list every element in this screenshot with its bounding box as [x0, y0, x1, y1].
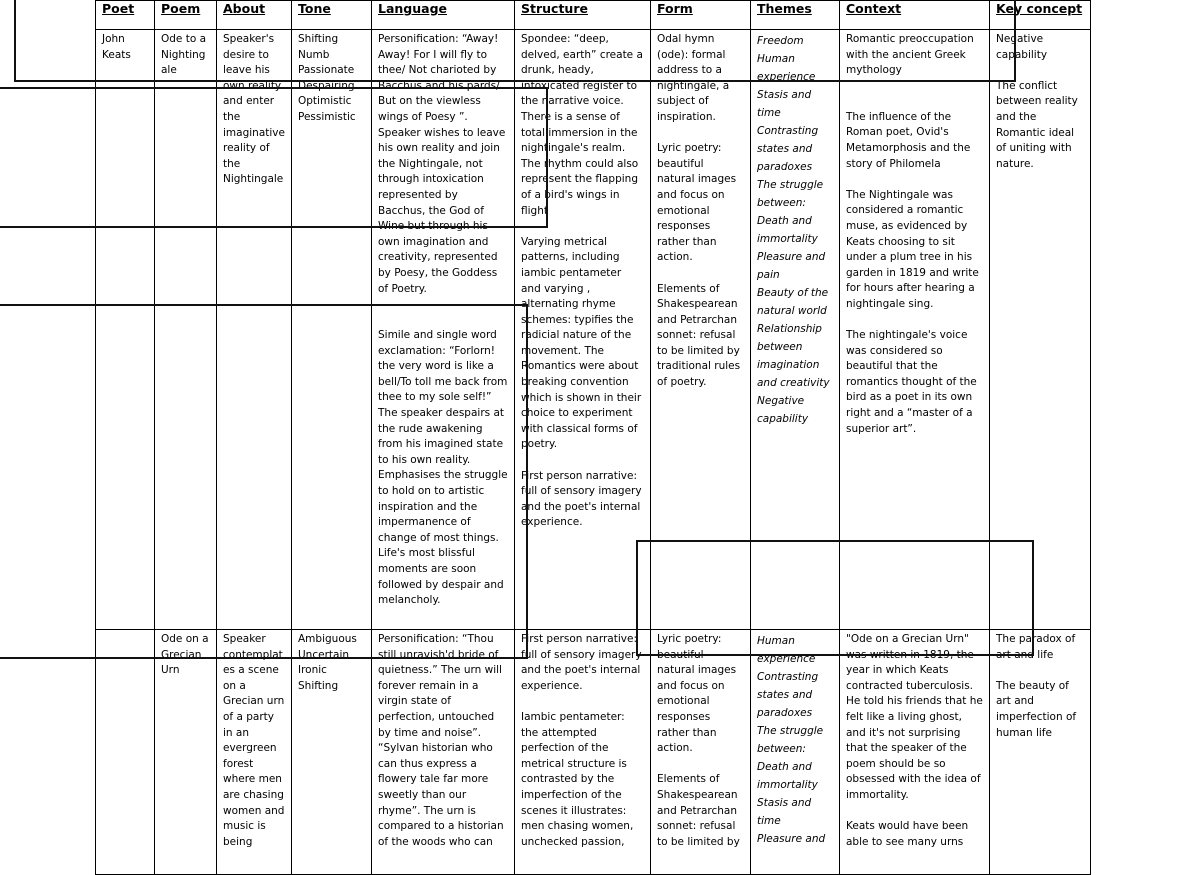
theme-item: The struggle between: Death and immortality	[757, 725, 824, 791]
key-concept-paragraph: The beauty of art and imperfection of human life	[996, 679, 1077, 739]
theme-item: Stasis and time	[757, 89, 812, 119]
tone-item: Ironic	[298, 664, 327, 677]
header-about: About	[217, 1, 292, 30]
theme-item: Pleasure and pain	[757, 251, 826, 281]
key-concept-paragraph: Negative capability	[996, 33, 1048, 61]
cell-context	[840, 30, 990, 630]
header-context: Context	[840, 1, 990, 30]
cell-poet: John Keats	[96, 30, 155, 630]
context-paragraph: The influence of the Roman poet, Ovid's Metamorphosis and the story of Philomela	[846, 110, 971, 170]
key-concept-paragraph: The conflict between reality and the Romantic ideal of uniting with nature.	[996, 79, 1078, 170]
tone-item: Shifting	[298, 33, 339, 45]
header-themes: Themes	[751, 1, 840, 30]
theme-item: Human experience	[757, 635, 816, 665]
context-paragraph: Romantic preoccupation with the ancient Greek mythology	[846, 33, 974, 77]
cell-form	[651, 630, 751, 875]
form-paragraph: Elements of Shakespearean and Petrarchan sonnet: refusal to be limited by traditional rules of poetry.	[657, 282, 741, 389]
language-paragraph: Simile and single word exclamation: “Forlorn! the very word is like a bell/To toll me back from thee to my sole self!” The speaker despairs at the rude awakening from his imagined state to his own reality. Emphasises the struggle to hold on to artistic inspiration and the impermanence of change of most things. Life's most blissful moments are soon followed by despair and melancholy.	[378, 329, 508, 607]
cell-structure	[515, 630, 651, 875]
tone-item: Uncertain	[298, 648, 350, 661]
cell-language	[372, 30, 515, 630]
theme-item: Negative capability	[757, 395, 809, 425]
table-row	[96, 630, 1091, 875]
context-paragraph: The nightingale's voice was considered so beautiful that the romantics thought of the bird as a poet in its own right and a “master of a superior art”.	[846, 329, 977, 435]
cell-language	[372, 630, 515, 875]
structure-paragraph: Varying metrical patterns, including iambic pentameter and varying , alternating rhyme schemes: typifies the radicial nature of the movement. The Romantics were about breaking convention which is shown in their choice to experiment with classical forms of poetry.	[521, 235, 642, 451]
context-paragraph: The Nightingale was considered a romantic muse, as evidenced by Keats choosing to sit under a plum tree in his garden in 1819 and write for hours after hearing a nightingale sing.	[846, 188, 979, 310]
header-key-concept: Key concept	[990, 1, 1091, 30]
cell-themes	[751, 30, 840, 630]
tone-item: Optimistic	[298, 95, 352, 108]
form-paragraph: Odal hymn (ode): formal address to a nightingale, a subject of inspiration.	[657, 33, 730, 123]
cell-poet	[96, 630, 155, 875]
tone-item: Despairing	[298, 79, 355, 92]
cell-key-concept	[990, 30, 1091, 630]
language-paragraph: Personification: “Thou still unravish'd bride of quietness.” The urn will forever remain in a virgin state of perfection, untouched by time and noise”. “Sylvan historian who can thus express a flowery tale far more sweetly than our rhyme”. The urn is compared to a historian of the woods who can	[378, 633, 504, 848]
cell-form	[651, 30, 751, 630]
context-paragraph: "Ode on a Grecian Urn" was written in 1819, the year in which Keats contracted tuberculosis. He told his friends that he felt like a living ghost, and it's not surprising that the speaker of the poem should be so obsessed with the idea of immortality.	[846, 633, 983, 801]
theme-item: Beauty of the natural world	[757, 287, 829, 317]
tone-item: Ambiguous	[298, 633, 357, 645]
structure-paragraph: Iambic pentameter: the attempted perfection of the metrical structure is contrasted by the imperfection of the scenes it illustrates: men chasing women, unchecked passion,	[521, 710, 634, 848]
key-concept-paragraph: The paradox of art and life	[996, 633, 1076, 661]
theme-item: Stasis and time	[757, 797, 812, 827]
cell-tone	[292, 30, 372, 630]
cell-poem: Ode on a Grecian Urn	[155, 630, 217, 875]
tone-item: Passionate	[298, 64, 355, 77]
cell-about: Speaker's desire to leave his own reality and enter the imaginative reality of the Nightingale	[217, 30, 292, 630]
header-row	[96, 1, 1091, 30]
context-paragraph: Keats would have been able to see many urns	[846, 820, 969, 848]
theme-item: Freedom	[757, 35, 804, 47]
header-form: Form	[651, 1, 751, 30]
language-paragraph: Personification: “Away! Away! For I will fly to thee/ Not charioted by Bacchus and his pards/ But on the viewless wings of Poesy ”. Speaker wishes to leave his own reality and join the Nightingale, not through intoxication represented by Bacchus, the God of Wine but through his own imagination and creativity, represented by Poesy, the Goddess of Poetry.	[378, 33, 506, 295]
cell-about: Speaker contemplates a scene on a Grecian urn of a party in an evergreen forest where men are chasing women and music is being	[217, 630, 292, 875]
form-paragraph: Lyric poetry: beautiful natural images and focus on emotional responses rather than action.	[657, 142, 737, 264]
theme-item: The struggle between: Death and immortality	[757, 179, 824, 245]
header-poet: Poet	[96, 1, 155, 30]
tone-item: Shifting	[298, 679, 339, 692]
header-structure: Structure	[515, 1, 651, 30]
cell-themes	[751, 630, 840, 875]
tone-item: Pessimistic	[298, 110, 356, 123]
header-language: Language	[372, 1, 515, 30]
tone-item: Numb	[298, 48, 330, 61]
structure-paragraph: Spondee: “deep, delved, earth” create a drunk, heady, intoxicated register to the narrative voice. There is a sense of total immersion in the nightingale's realm. The rhythm could also represent the flapping of a bird's wings in flight	[521, 33, 643, 217]
theme-item: Contrasting states and paradoxes	[757, 125, 819, 173]
cell-tone	[292, 630, 372, 875]
cell-context	[840, 630, 990, 875]
poetry-analysis-table	[95, 0, 1091, 875]
header-tone: Tone	[292, 1, 372, 30]
form-paragraph: Elements of Shakespearean and Petrarchan sonnet: refusal to be limited by	[657, 773, 740, 848]
theme-item: Relationship between imagination and creativity	[757, 323, 830, 389]
theme-item: Contrasting states and paradoxes	[757, 671, 819, 719]
theme-item: Human experience	[757, 53, 816, 83]
form-paragraph: Lyric poetry: beautiful natural images and focus on emotional responses rather than action.	[657, 633, 737, 755]
table-row	[96, 30, 1091, 630]
header-poem: Poem	[155, 1, 217, 30]
cell-poem: Ode to a Nightingale	[155, 30, 217, 630]
cell-structure	[515, 30, 651, 630]
structure-paragraph: First person narrative: full of sensory imagery and the poet's internal experience.	[521, 469, 642, 529]
cell-key-concept	[990, 630, 1091, 875]
theme-item: Pleasure and	[757, 833, 826, 845]
structure-paragraph: First person narrative: full of sensory imagery and the poet's internal experience.	[521, 633, 642, 692]
